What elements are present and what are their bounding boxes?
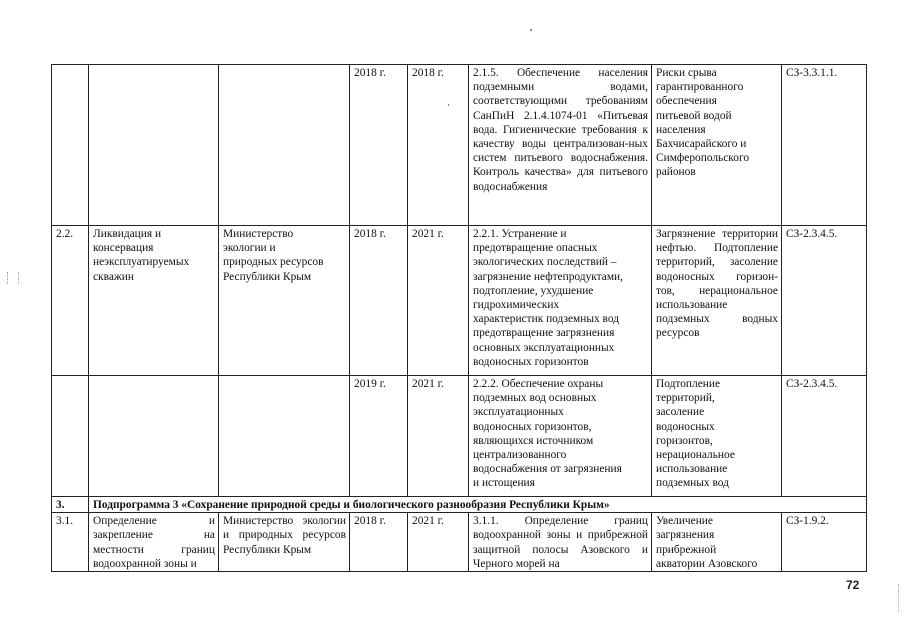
cell-task: 2.1.5. Обеспечение населения подземными водами, соответствующими требованиям СанПиН 2.1.4.1074-01 «Питьевая вода. Гигиенические требования к качеству воды централизован-ных систем питьевого водоснабжения. Контроль качества» для питьевого водоснабжения bbox=[469, 65, 652, 226]
cell-code: СЗ-1.9.2. bbox=[782, 513, 867, 572]
cell-name bbox=[89, 376, 219, 497]
cell-risk: Риски срыва гарантированного обеспечения питьевой водой населения Бахчисарайского и Симферопольского районов bbox=[652, 65, 782, 226]
cell-executor bbox=[219, 376, 350, 497]
cell-end-year: 2021 г. bbox=[408, 226, 469, 376]
section-row bbox=[52, 497, 867, 513]
cell-number: 2.2. bbox=[52, 226, 89, 376]
table-row bbox=[52, 513, 867, 572]
table-row bbox=[52, 376, 867, 497]
table-row bbox=[52, 226, 867, 376]
cell-task: 2.2.1. Устранение и предотвращение опасных экологических последствий – загрязнение нефтепродуктами, подтопление, ухудшение гидрохимических характеристик подземных вод предотвращение загрязнения основных эксплуатационных водоносных горизонтов bbox=[469, 226, 652, 376]
cell-task: 3.1.1. Определение границ водоохранной зоны и прибрежной защитной полосы Азовского и Черного морей на bbox=[469, 513, 652, 572]
cell-risk: Загрязнение территории нефтью. Подтопление территорий, засоление водоносных горизон-тов, нерациональное использование подземных водных ресурсов bbox=[652, 226, 782, 376]
page-number: 72 bbox=[846, 578, 860, 592]
program-table bbox=[51, 64, 867, 572]
cell-name: Определение и закрепление на местности границ водоохранной зоны и bbox=[89, 513, 219, 572]
cell-name bbox=[89, 65, 219, 226]
cell-number: 3.1. bbox=[52, 513, 89, 572]
cell-executor bbox=[219, 65, 350, 226]
cell-risk: Подтопление территорий, засоление водоносных горизонтов, нерациональное использование подземных вод bbox=[652, 376, 782, 497]
cell-name: Ликвидация и консервация неэксплуатируемых скважин bbox=[89, 226, 219, 376]
cell-end-year: 2018 г. bbox=[408, 65, 469, 226]
cell-number bbox=[52, 65, 89, 226]
cell-code: СЗ-2.3.4.5. bbox=[782, 376, 867, 497]
cell-risk: Увеличение загрязнения прибрежной акватории Азовского bbox=[652, 513, 782, 572]
cell-end-year: 2021 г. bbox=[408, 376, 469, 497]
cell-code: СЗ-3.3.1.1. bbox=[782, 65, 867, 226]
scan-edge-mark bbox=[898, 584, 902, 612]
section-title: Подпрограмма 3 «Сохранение природной среды и биологического разнообразия Республики Крым» bbox=[89, 497, 867, 513]
cell-task: 2.2.2. Обеспечение охраны подземных вод основных эксплуатационных водоносных горизонтов, являющихся источником централизованного водоснабжения от загрязнения и истощения bbox=[469, 376, 652, 497]
scan-speck bbox=[448, 104, 449, 106]
cell-start-year: 2018 г. bbox=[350, 226, 408, 376]
section-number: 3. bbox=[52, 497, 89, 513]
cell-start-year: 2018 г. bbox=[350, 513, 408, 572]
cell-start-year: 2018 г. bbox=[350, 65, 408, 226]
cell-start-year: 2019 г. bbox=[350, 376, 408, 497]
cell-number bbox=[52, 376, 89, 497]
cell-executor: Министерство экологии и природных ресурсов Республики Крым bbox=[219, 226, 350, 376]
table-row bbox=[52, 65, 867, 226]
scan-mark bbox=[7, 272, 19, 284]
scan-speck bbox=[530, 29, 532, 31]
cell-end-year: 2021 г. bbox=[408, 513, 469, 572]
cell-code: СЗ-2.3.4.5. bbox=[782, 226, 867, 376]
cell-executor: Министерство экологии и природных ресурсов Республики Крым bbox=[219, 513, 350, 572]
